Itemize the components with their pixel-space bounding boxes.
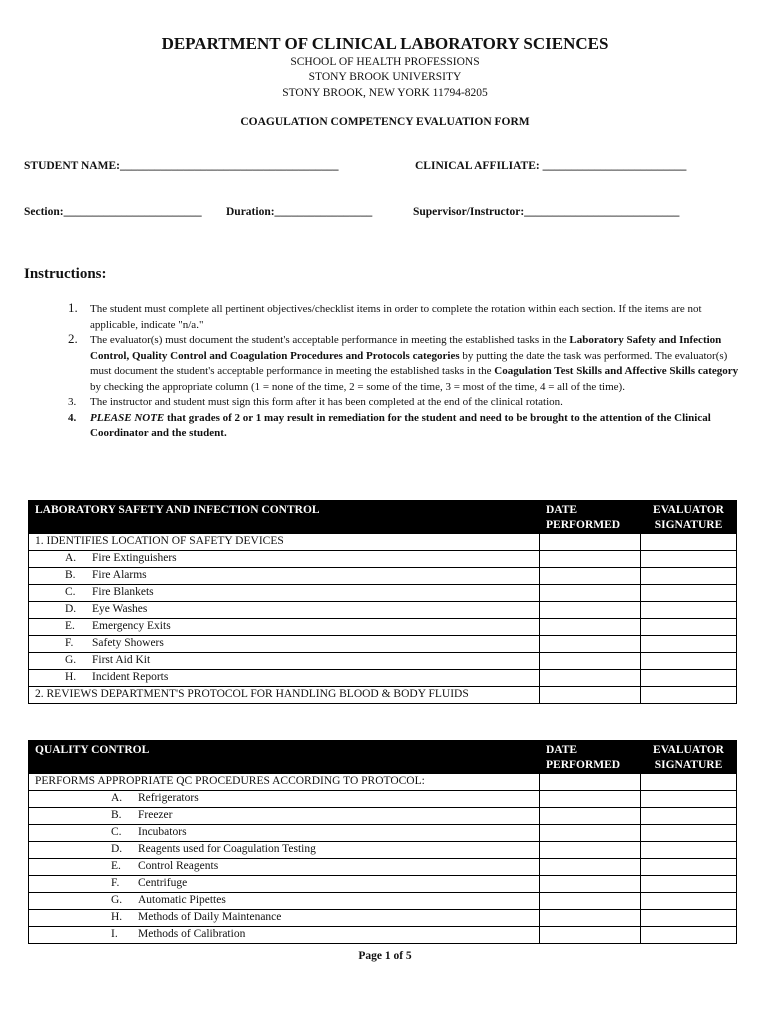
- task-label: G. First Aid Kit: [29, 653, 540, 670]
- date-cell[interactable]: [540, 927, 641, 944]
- date-cell[interactable]: [540, 859, 641, 876]
- table-row: [29, 842, 737, 859]
- duration-field[interactable]: Duration:_________________: [226, 206, 373, 218]
- student-name-field[interactable]: STUDENT NAME:______________________________________: [24, 160, 339, 172]
- section-field[interactable]: Section:________________________: [24, 206, 202, 218]
- instruction-item: [68, 302, 740, 333]
- task-label: F. Centrifuge: [29, 876, 540, 893]
- university-name: STONY BROOK UNIVERSITY: [308, 71, 462, 83]
- instruction-bold-text: Laboratory Safety and Infection Control, Quality Control and Coagulation Procedures and Protocols categories: [90, 334, 722, 362]
- evaluator-signature-header: EVALUATOR SIGNATURE: [641, 741, 737, 774]
- task-label: B. Fire Alarms: [29, 568, 540, 585]
- task-label: F. Safety Showers: [29, 636, 540, 653]
- signature-cell[interactable]: [641, 670, 737, 687]
- date-performed-header: DATE PERFORMED: [540, 501, 641, 534]
- quality-control-table: [28, 740, 737, 944]
- date-cell[interactable]: [540, 808, 641, 825]
- table-row: [29, 602, 737, 619]
- instruction-number: 4.: [68, 411, 77, 424]
- table-row: [29, 876, 737, 893]
- date-cell[interactable]: [540, 534, 641, 551]
- signature-cell[interactable]: [641, 927, 737, 944]
- date-cell[interactable]: [540, 842, 641, 859]
- task-label: E. Emergency Exits: [29, 619, 540, 636]
- task-label: C. Incubators: [29, 825, 540, 842]
- task-label: H. Methods of Daily Maintenance: [29, 910, 540, 927]
- table-header-row: [29, 741, 737, 774]
- signature-cell[interactable]: [641, 876, 737, 893]
- date-cell[interactable]: [540, 551, 641, 568]
- date-cell[interactable]: [540, 585, 641, 602]
- safety-table: [28, 500, 737, 704]
- signature-cell[interactable]: [641, 910, 737, 927]
- date-cell[interactable]: [540, 687, 641, 704]
- instruction-italic-text: PLEASE NOTE: [90, 411, 165, 424]
- safety-table-header: LABORATORY SAFETY AND INFECTION CONTROL: [29, 501, 540, 534]
- signature-cell[interactable]: [641, 842, 737, 859]
- instruction-number: 3.: [68, 396, 77, 408]
- signature-cell[interactable]: [641, 791, 737, 808]
- date-performed-header: DATE PERFORMED: [540, 741, 641, 774]
- table-row: [29, 927, 737, 944]
- department-title: DEPARTMENT OF CLINICAL LABORATORY SCIENCES: [161, 34, 609, 53]
- signature-cell[interactable]: [641, 551, 737, 568]
- instruction-item: [68, 411, 740, 442]
- date-cell[interactable]: [540, 774, 641, 791]
- signature-cell[interactable]: [641, 687, 737, 704]
- date-cell[interactable]: [540, 636, 641, 653]
- signature-cell[interactable]: [641, 619, 737, 636]
- task-label: A. Fire Extinguishers: [29, 551, 540, 568]
- date-cell[interactable]: [540, 653, 641, 670]
- signature-cell[interactable]: [641, 585, 737, 602]
- qc-table-header: QUALITY CONTROL: [29, 741, 540, 774]
- page-number: Page 1 of 5: [358, 950, 412, 962]
- date-cell[interactable]: [540, 893, 641, 910]
- task-label: E. Control Reagents: [29, 859, 540, 876]
- instructions-list: [68, 302, 740, 442]
- table-row: [29, 534, 737, 551]
- date-cell[interactable]: [540, 876, 641, 893]
- signature-cell[interactable]: [641, 859, 737, 876]
- table-row: [29, 568, 737, 585]
- instruction-text: The student must complete all pertinent objectives/checklist items in order to complete the rotation within each section. If the items are not applicable, indicate "n/a.": [90, 303, 702, 331]
- signature-cell[interactable]: [641, 568, 737, 585]
- date-cell[interactable]: [540, 568, 641, 585]
- instruction-text: that grades of 2 or 1 may result in remediation for the student and need to be brought to the attention of the Clinical Coordinator and the student.: [90, 411, 711, 439]
- date-cell[interactable]: [540, 791, 641, 808]
- task-label: 2. REVIEWS DEPARTMENT'S PROTOCOL FOR HANDLING BLOOD & BODY FLUIDS: [29, 687, 540, 704]
- clinical-affiliate-field[interactable]: CLINICAL AFFILIATE: _________________________: [415, 160, 687, 172]
- date-cell[interactable]: [540, 825, 641, 842]
- signature-cell[interactable]: [641, 774, 737, 791]
- table-row: [29, 791, 737, 808]
- task-label: H. Incident Reports: [29, 670, 540, 687]
- instruction-text: by putting the date the task was performed. The evaluator(s) must document the student's acceptable performance in meeting the established tasks in the: [90, 349, 728, 377]
- date-cell[interactable]: [540, 670, 641, 687]
- instruction-item: [68, 395, 740, 411]
- form-title: COAGULATION COMPETENCY EVALUATION FORM: [240, 116, 530, 128]
- table-header-row: [29, 501, 737, 534]
- table-row: [29, 825, 737, 842]
- table-row: [29, 636, 737, 653]
- instruction-text: The evaluator(s) must document the student's acceptable performance in meeting the established tasks in the: [90, 334, 570, 346]
- task-label: C. Fire Blankets: [29, 585, 540, 602]
- date-cell[interactable]: [540, 619, 641, 636]
- supervisor-field[interactable]: Supervisor/Instructor:___________________________: [413, 206, 680, 218]
- table-row: [29, 619, 737, 636]
- university-address: STONY BROOK, NEW YORK 11794-8205: [282, 87, 488, 99]
- task-label: B. Freezer: [29, 808, 540, 825]
- task-label: I. Methods of Calibration: [29, 927, 540, 944]
- table-row: [29, 808, 737, 825]
- table-row: [29, 910, 737, 927]
- instruction-text: by checking the appropriate column (1 = none of the time, 2 = some of the time, 3 = most of the time, 4 = all of the time).: [90, 380, 625, 393]
- instruction-number: 1.: [68, 300, 78, 315]
- signature-cell[interactable]: [641, 653, 737, 670]
- table-row: [29, 670, 737, 687]
- task-label: A. Refrigerators: [29, 791, 540, 808]
- table-row: [29, 893, 737, 910]
- table-row: [29, 859, 737, 876]
- date-cell[interactable]: [540, 602, 641, 619]
- task-label: G. Automatic Pipettes: [29, 893, 540, 910]
- task-label: D. Reagents used for Coagulation Testing: [29, 842, 540, 859]
- date-cell[interactable]: [540, 910, 641, 927]
- signature-cell[interactable]: [641, 893, 737, 910]
- task-label: PERFORMS APPROPRIATE QC PROCEDURES ACCORDING TO PROTOCOL:: [29, 774, 540, 791]
- signature-cell[interactable]: [641, 825, 737, 842]
- instructions-heading: Instructions:: [24, 266, 107, 282]
- task-label: D. Eye Washes: [29, 602, 540, 619]
- instruction-number: 2.: [68, 331, 78, 346]
- instruction-text: The instructor and student must sign this form after it has been completed at the end of the clinical rotation.: [90, 396, 563, 408]
- signature-cell[interactable]: [641, 808, 737, 825]
- signature-cell[interactable]: [641, 636, 737, 653]
- signature-cell[interactable]: [641, 602, 737, 619]
- table-row: [29, 774, 737, 791]
- table-row: [29, 585, 737, 602]
- table-row: [29, 687, 737, 704]
- instruction-item: [68, 333, 740, 395]
- table-row: [29, 551, 737, 568]
- school-name: SCHOOL OF HEALTH PROFESSIONS: [290, 56, 480, 68]
- signature-cell[interactable]: [641, 534, 737, 551]
- evaluator-signature-header: EVALUATOR SIGNATURE: [641, 501, 737, 534]
- instruction-bold-text: Coagulation Test Skills and Affective Skills category: [494, 365, 739, 377]
- table-row: [29, 653, 737, 670]
- task-label: 1. IDENTIFIES LOCATION OF SAFETY DEVICES: [29, 534, 540, 551]
